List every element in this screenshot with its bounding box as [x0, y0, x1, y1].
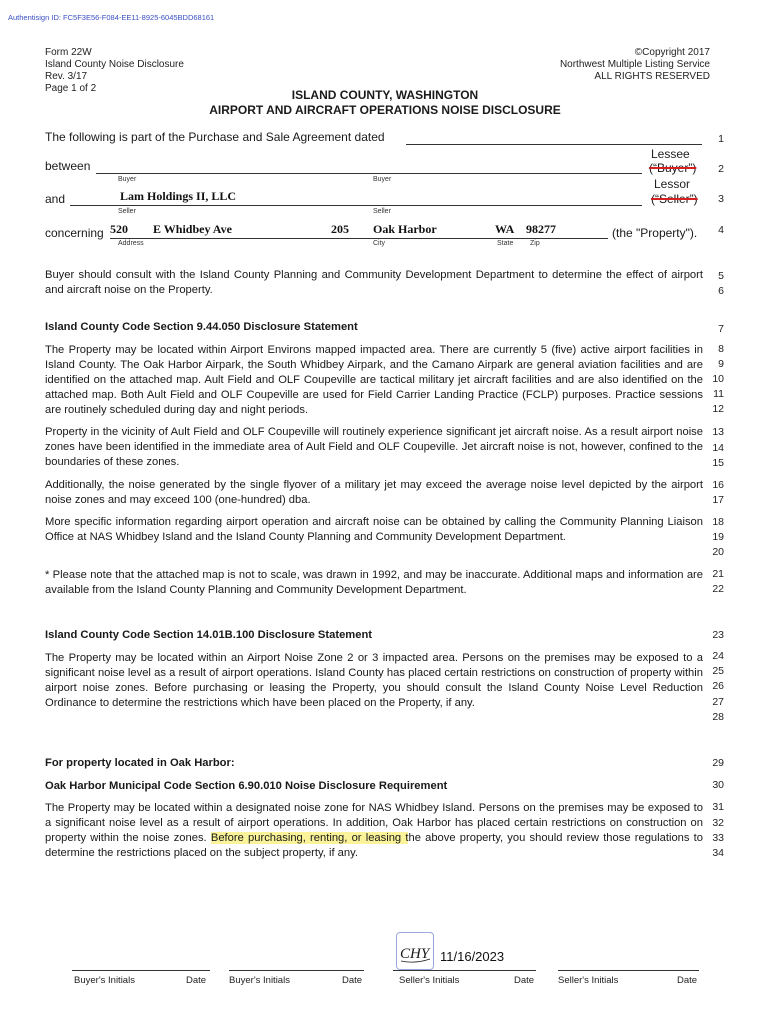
address-number: 520 — [110, 222, 128, 236]
oak-harbor-code-heading: Oak Harbor Municipal Code Section 6.90.010 Noise Disclosure Requirement — [45, 780, 448, 792]
section-1-paragraph-4: More specific information regarding airport operation and aircraft noise can be obtained by calling the Community Planning Liaison Office at NAS Whidbey Island and the Island County Planning and Community Development Department. — [45, 516, 703, 543]
line-number: 20 — [712, 546, 724, 558]
address-field[interactable] — [110, 238, 608, 239]
section-9-44-050-heading: Island County Code Section 9.44.050 Disclosure Statement — [45, 321, 358, 333]
line-number: 13 — [712, 426, 724, 438]
city-value: Oak Harbor — [373, 222, 437, 236]
lessee-handwritten: Lessee — [651, 147, 690, 161]
zip-label: Zip — [530, 240, 540, 247]
line-number: 14 — [712, 442, 724, 454]
date-label-2: Date — [342, 975, 363, 986]
address-street: E Whidbey Ave — [153, 222, 232, 236]
line-number: 30 — [712, 779, 724, 791]
seller-initials-line-2[interactable] — [558, 970, 699, 971]
line-number: 27 — [712, 696, 724, 708]
agreement-date-field[interactable] — [406, 144, 702, 145]
buyer-initials-line-2[interactable] — [229, 970, 364, 971]
oak-harbor-heading: For property located in Oak Harbor: — [45, 757, 235, 769]
section-3-paragraph-1 — [45, 801, 703, 861]
line-number: 32 — [712, 817, 724, 829]
agreement-dated-label: The following is part of the Purchase and Sale Agreement dated — [45, 130, 385, 144]
line-number: 28 — [712, 711, 724, 723]
line-number: 33 — [712, 832, 724, 844]
concerning-label: concerning — [45, 226, 104, 240]
address-unit: 205 — [331, 222, 349, 236]
document-title-2: AIRPORT AND AIRCRAFT OPERATIONS NOISE DISCLOSURE — [209, 103, 561, 117]
buyer-initials-line-1[interactable] — [72, 970, 210, 971]
zip-value: 98277 — [526, 222, 556, 236]
line-number: 1 — [718, 133, 724, 145]
page-number: Page 1 of 2 — [45, 83, 97, 94]
buyer-initials-label-2: Buyer's Initials — [229, 975, 290, 986]
city-label: City — [373, 240, 386, 247]
copyright: ©Copyright 2017 — [634, 47, 710, 58]
seller-initials-label-1: Seller's Initials — [399, 975, 460, 986]
line-number: 29 — [712, 757, 724, 769]
seller-initials-line-1[interactable] — [393, 970, 536, 971]
initials-mark-text: CHY — [400, 946, 430, 962]
section-3-text-b: he above property, you should review those regulations to determine the restrictions placed on the subject property, if any. — [45, 832, 704, 859]
form-number: Form 22W — [45, 47, 92, 58]
line-number: 17 — [712, 494, 724, 506]
line-number: 7 — [718, 323, 724, 335]
line-number: 34 — [712, 847, 724, 859]
section-14-01b-100-heading: Island County Code Section 14.01B.100 Disclosure Statement — [45, 629, 373, 641]
document-title-1: ISLAND COUNTY, WASHINGTON — [291, 88, 479, 102]
seller-struck-label: (“Seller”) — [651, 192, 698, 206]
line-number: 9 — [718, 358, 724, 370]
section-1-paragraph-3: Additionally, the noise generated by the single flyover of a military jet may exceed the average noise level depicted by the airport noise zones and may exceed 100 (one-hundred) dba. — [45, 479, 703, 506]
line-number: 22 — [712, 583, 724, 595]
section-1-paragraph-1: The Property may be located within Airport Environs mapped impacted area. There are currently 5 (five) active airport facilities in Island County. The Oak Harbor Airpark, the South Whidbey Airpark, and the Camano Airpark are general aviation facilities and are identified on the attached map. Ault Field and OLF Coupeville are tactical military jet aircraft facilities and are also identified on the attached map. Both Ault Field and OLF Coupeville are used for Field Carrier Landing Practice (FCLP) purposes. Practice sessions are routinely scheduled during day and night periods. — [45, 344, 703, 416]
between-label: between — [45, 159, 91, 173]
seller-initials-signature[interactable] — [396, 932, 434, 970]
intro-paragraph: Buyer should consult with the Island County Planning and Community Development Department to determine the effect of airport and aircraft noise on the Property. — [45, 269, 703, 296]
line-number: 3 — [718, 193, 724, 205]
line-number: 24 — [712, 650, 724, 662]
line-number: 12 — [712, 403, 724, 415]
section-1-paragraph-5: * Please note that the attached map is not to scale, was drawn in 1992, and may be inaccurate. Additional maps and information are available from the Island County Planning and Community Development Department. — [45, 569, 703, 596]
date-label-1: Date — [186, 975, 207, 986]
buyer-label-2: Buyer — [373, 176, 392, 183]
form-revision: Rev. 3/17 — [45, 71, 88, 82]
publisher: Northwest Multiple Listing Service — [559, 59, 710, 70]
line-number: 8 — [718, 343, 724, 355]
line-number: 25 — [712, 665, 724, 677]
line-number: 19 — [712, 531, 724, 543]
line-number: 15 — [712, 457, 724, 469]
seller-initials-label-2: Seller's Initials — [558, 975, 619, 986]
and-label: and — [45, 192, 66, 206]
section-2-paragraph-1: The Property may be located within an Airport Noise Zone 2 or 3 impacted area. Persons on the premises may be exposed to a significant noise level as a result of airport operations. Island County has placed certain restrictions on construction of property within airport noise zones. Before purchasing or leasing the Property, you should consult the Island County Noise Level Reduction Ordinance to determine the restrictions which have been placed on the Property, if any. — [45, 652, 703, 709]
buyer-field[interactable] — [96, 173, 642, 174]
seller-label-2: Seller — [373, 208, 391, 215]
buyer-struck-label: (“Buyer”) — [649, 161, 697, 175]
state-label: State — [497, 240, 514, 247]
signed-date: 11/16/2023 — [440, 949, 505, 964]
date-label-4: Date — [677, 975, 698, 986]
authsign-id: Authentisign ID: FC5F3E56-F084-EE11-8925-6045BDD68161 — [8, 13, 215, 22]
address-label: Address — [118, 240, 144, 247]
line-number: 2 — [718, 163, 724, 175]
date-label-3: Date — [514, 975, 535, 986]
form-name: Island County Noise Disclosure — [45, 59, 184, 70]
line-number: 6 — [718, 285, 724, 297]
buyer-label-1: Buyer — [118, 176, 137, 183]
line-number: 23 — [712, 629, 724, 641]
form-header-right — [560, 47, 710, 83]
highlighted-text: Before purchasing, renting, or leasing t — [210, 832, 409, 844]
line-number: 10 — [712, 373, 724, 385]
initials-signature-mark — [397, 933, 433, 969]
line-number: 31 — [712, 801, 724, 813]
line-number: 4 — [718, 224, 724, 236]
rights: ALL RIGHTS RESERVED — [594, 71, 710, 82]
line-number: 21 — [712, 568, 724, 580]
section-3-text-a: The Property may be located within a designated noise zone for NAS Whidbey Island. Persons on the premises may be exposed to a significant noise level as a result of airport operations. In addition, Oak Harbor has placed certain restrictions on construction on property within the noise zones. — [45, 802, 703, 844]
line-number: 18 — [712, 516, 724, 528]
buyer-initials-label-1: Buyer's Initials — [74, 975, 135, 986]
line-number: 26 — [712, 680, 724, 692]
line-number: 5 — [718, 270, 724, 282]
seller-field[interactable] — [70, 205, 642, 206]
line-number: 11 — [713, 388, 724, 400]
seller-name: Lam Holdings II, LLC — [120, 189, 237, 203]
property-suffix: (the "Property"). — [612, 226, 698, 240]
section-1-paragraph-2: Property in the vicinity of Ault Field and OLF Coupeville will routinely experience significant jet aircraft noise. As a result airport noise zones have been identified in the immediate area of Ault Field and OLF Coupeville. Jet aircraft noise is not, however, confined to the boundaries of these zones. — [45, 426, 703, 468]
seller-label-1: Seller — [118, 208, 136, 215]
lessor-handwritten: Lessor — [654, 177, 691, 191]
line-number: 16 — [712, 479, 724, 491]
state-value: WA — [495, 222, 515, 236]
